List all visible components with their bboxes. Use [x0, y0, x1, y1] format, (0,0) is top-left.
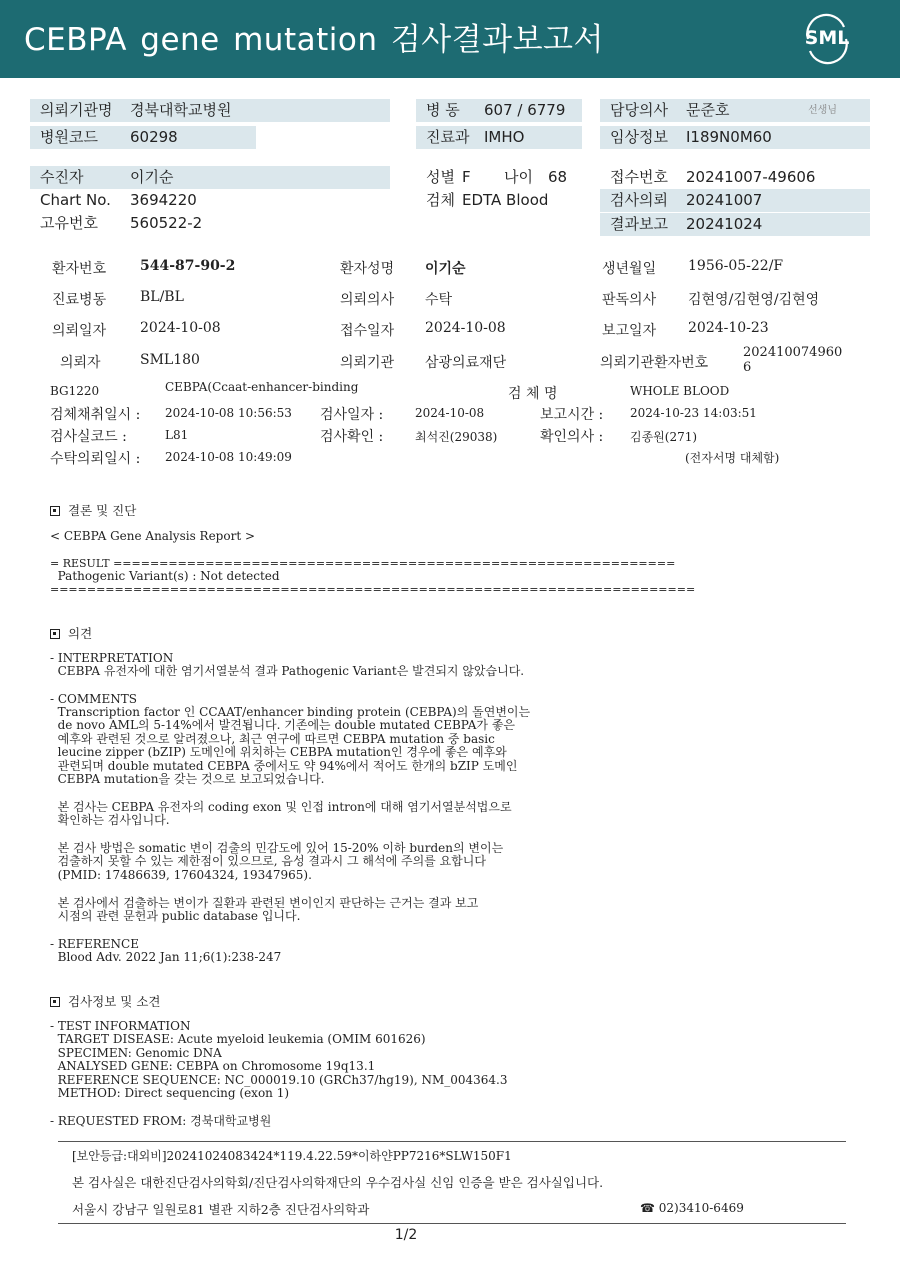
comments-3-line-1: 본 검사 방법은 somatic 변이 검출의 민감도에 있어 15-20% 이하 burden의 변이는 — [50, 841, 504, 855]
req-org-row — [30, 99, 390, 122]
phone-icon: ☎ — [640, 1201, 659, 1215]
exam-lab-code-value: L81 — [165, 428, 189, 442]
patient-row — [30, 166, 390, 189]
footer-phone — [640, 1201, 744, 1215]
comments-4-line-1: 본 검사에서 검출하는 변이가 질환과 관련된 변이인지 판단하는 근거는 결과 보고 — [50, 896, 479, 910]
footer-top-divider — [58, 1141, 846, 1142]
record-ward-label: 진료병동 — [52, 292, 107, 308]
comments-1-line-3: 예후와 관련된 것으로 알려졌으나, 최근 연구에 따르면 CEBPA mutation 중 basic — [50, 731, 495, 746]
record-patient-no-value: 544-87-90-2 — [140, 258, 236, 274]
reference-head: - REFERENCE — [50, 937, 139, 951]
sex-age-row — [416, 166, 596, 189]
unique-no-value: 560522-2 — [130, 214, 203, 232]
page-number: 1/2 — [394, 1227, 418, 1243]
req-org-value: 경북대학교병원 — [130, 101, 232, 119]
exam-collect-value: 2024-10-08 10:56:53 — [165, 406, 292, 420]
record-requester-value: SML180 — [140, 352, 200, 368]
comments-3-line-3: (PMID: 17486639, 17604324, 19347965). — [50, 867, 312, 882]
test-info-line-1: - TEST INFORMATION — [50, 1019, 191, 1033]
record-reader-label: 판독의사 — [602, 292, 657, 308]
logo-text: SML — [804, 27, 850, 49]
interpretation-head: - INTERPRETATION — [50, 651, 174, 665]
test-info-line-5: REFERENCE SEQUENCE: NC_000019.10 (GRCh37/hg19), NM_004364.3 — [50, 1072, 508, 1087]
exam-code: BG1220 — [50, 384, 100, 398]
record-recv-date-label: 접수일자 — [340, 323, 395, 339]
comments-1-line-4: leucine zipper (bZIP) 도메인에 위치하는 CEBPA mutation인 경우에 좋은 예후와 — [50, 745, 507, 760]
test-request-label: 검사의뢰 — [610, 191, 668, 209]
result-value: Pathogenic Variant(s) : Not detected — [50, 569, 280, 583]
test-info-line-2: TARGET DISEASE: Acute myeloid leukemia (OMIM 601626) — [50, 1032, 426, 1047]
record-req-date-value: 2024-10-08 — [140, 320, 221, 336]
record-org-patient-no-value-2: 6 — [743, 360, 752, 375]
result-report-row — [600, 213, 870, 236]
comments-2-line-1: 본 검사는 CEBPA 유전자의 coding exon 및 인접 intron에 대해 염기서열분석법으로 — [50, 800, 512, 814]
record-patient-name-value: 이기순 — [425, 261, 466, 277]
section-opinion — [50, 624, 92, 642]
report-title: CEBPA gene mutation 검사결과보고서 — [24, 22, 604, 58]
doctor-value: 문준호 — [686, 101, 730, 119]
record-ward-value: BL/BL — [140, 289, 184, 305]
interpretation-body: CEBPA 유전자에 대한 염기서열분석 결과 Pathogenic Variant은 발견되지 않았습니다. — [50, 664, 525, 678]
doctor-row — [600, 99, 870, 122]
record-recv-date-value: 2024-10-08 — [425, 320, 506, 336]
age-value: 68 — [548, 168, 568, 186]
unique-no-row — [30, 212, 390, 235]
section-opinion-label: 의견 — [68, 626, 93, 641]
hosp-code-row — [30, 126, 256, 149]
req-org-label: 의뢰기관명 — [40, 101, 113, 119]
result-end-line: ====================================================================== — [50, 583, 696, 596]
section-square-icon — [50, 997, 60, 1007]
patient-value: 이기순 — [130, 168, 174, 186]
exam-confirm-doctor-label: 확인의사 : — [540, 429, 604, 445]
sex-value: F — [462, 168, 471, 186]
requested-from: - REQUESTED FROM: 경북대학교병원 — [50, 1114, 272, 1128]
exam-esign: (전자서명 대체함) — [685, 451, 780, 465]
doctor-label: 담당의사 — [610, 101, 668, 119]
exam-report-time-value: 2024-10-23 14:03:51 — [630, 406, 757, 420]
section-square-icon — [50, 506, 60, 516]
exam-consign-label: 수탁의뢰일시 : — [50, 451, 141, 467]
exam-collect-label: 검체채취일시 : — [50, 407, 141, 423]
comments-4-line-2: 시점의 관련 문헌과 public database 입니다. — [50, 909, 301, 924]
dept-row — [416, 126, 582, 149]
specimen-value: EDTA Blood — [462, 191, 549, 209]
exam-lab-code-label: 검사실코드 : — [50, 429, 127, 445]
record-req-date-label: 의뢰일자 — [52, 323, 107, 339]
footer-phone-value: 02)3410-6469 — [658, 1201, 744, 1215]
exam-test-date-value: 2024-10-08 — [415, 406, 485, 420]
test-info-line-3: SPECIMEN: Genomic DNA — [50, 1045, 222, 1060]
unique-no-label: 고유번호 — [40, 214, 98, 232]
receipt-no-row — [600, 166, 870, 189]
ward-label: 병 동 — [426, 101, 460, 119]
specimen-row — [416, 189, 596, 212]
hosp-code-label: 병원코드 — [40, 128, 98, 146]
record-req-org-value: 삼광의료재단 — [425, 355, 507, 371]
footer-certification: 본 검사실은 대한진단검사의학회/진단검사의학재단의 우수검사실 신임 인증을 받은 검사실입니다. — [72, 1175, 604, 1190]
record-patient-name-label: 환자성명 — [340, 261, 395, 277]
record-req-doctor-value: 수탁 — [425, 292, 453, 308]
gene-report-title: < CEBPA Gene Analysis Report > — [50, 529, 256, 543]
exam-specimen-label: 검 체 명 — [508, 386, 558, 402]
exam-test-confirm-value: 최석진(29038) — [415, 430, 498, 444]
specimen-label: 검체 — [426, 191, 455, 209]
record-report-date-label: 보고일자 — [602, 323, 657, 339]
clinical-label: 임상정보 — [610, 128, 668, 146]
test-info-line-4: ANALYSED GENE: CEBPA on Chromosome 19q13.1 — [50, 1059, 376, 1074]
receipt-no-value: 20241007-49606 — [686, 168, 816, 186]
dept-value: IMHO — [484, 128, 525, 146]
clinical-row — [600, 126, 870, 149]
record-birth-value: 1956-05-22/F — [688, 258, 784, 274]
result-report-label: 결과보고 — [610, 215, 668, 233]
exam-test-confirm-label: 검사확인 : — [320, 429, 384, 445]
comments-1-line-2: de novo AML의 5-14%에서 발견됩니다. 기존에는 double mutated CEBPA가 좋은 — [50, 718, 516, 733]
section-test-info-label: 검사정보 및 소견 — [68, 994, 161, 1009]
record-org-patient-no-value-1: 202410074960 — [743, 345, 843, 360]
hosp-code-value: 60298 — [130, 128, 178, 146]
section-conclusion — [50, 501, 136, 519]
chart-no-label: Chart No. — [40, 191, 111, 209]
chart-no-value: 3694220 — [130, 191, 197, 209]
record-req-doctor-label: 의뢰의사 — [340, 292, 395, 308]
test-request-value: 20241007 — [686, 191, 763, 209]
exam-consign-value: 2024-10-08 10:49:09 — [165, 450, 292, 464]
exam-report-time-label: 보고시간 : — [540, 407, 604, 423]
comments-1-line-5: 관련되며 double mutated CEBPA 중에서도 약 94%에서 적어도 한개의 bZIP 도메인 — [50, 758, 518, 773]
record-req-org-label: 의뢰기관 — [340, 355, 395, 371]
comments-1-line-6: CEBPA mutation을 갖는 것으로 보고되었습니다. — [50, 772, 325, 786]
exam-confirm-doctor-value: 김종원(271) — [630, 430, 698, 444]
footer-security: [보안등급:대외비]20241024083424*119.4.22.59*이하얀PP7216*SLW150F1 — [72, 1149, 512, 1163]
comments-2-line-2: 확인하는 검사입니다. — [50, 813, 170, 828]
age-label: 나이 — [504, 168, 533, 186]
receipt-no-label: 접수번호 — [610, 168, 668, 186]
exam-test-date-label: 검사일자 : — [320, 407, 384, 423]
result-report-value: 20241024 — [686, 215, 763, 233]
sex-label: 성별 — [426, 168, 455, 186]
footer-bottom-divider — [58, 1223, 846, 1224]
record-report-date-value: 2024-10-23 — [688, 320, 769, 336]
section-square-icon — [50, 629, 60, 639]
dept-label: 진료과 — [426, 128, 470, 146]
section-test-info — [50, 992, 160, 1010]
test-info-line-6: METHOD: Direct sequencing (exon 1) — [50, 1086, 290, 1100]
sml-logo — [800, 13, 854, 65]
comments-3-line-2: 검출하지 못할 수 있는 제한점이 있으므로, 음성 결과시 그 해석에 주의를 요합니다 — [50, 854, 486, 869]
exam-specimen-value: WHOLE BLOOD — [630, 384, 730, 398]
record-requester-label: 의뢰자 — [60, 355, 101, 371]
test-request-row — [600, 189, 870, 212]
record-org-patient-no-label: 의뢰기관환자번호 — [600, 355, 709, 371]
record-patient-no-label: 환자번호 — [52, 261, 107, 277]
report-header — [0, 0, 900, 78]
exam-name: CEBPA(Ccaat-enhancer-binding — [165, 380, 359, 394]
record-reader-value: 김현영/김현영/김현영 — [688, 292, 820, 308]
comments-1-line-1: Transcription factor 인 CCAAT/enhancer binding protein (CEBPA)의 돌연변이는 — [50, 705, 531, 719]
ward-value: 607 / 6779 — [484, 101, 566, 119]
reference-body: Blood Adv. 2022 Jan 11;6(1):238-247 — [50, 950, 282, 965]
section-conclusion-label: 결론 및 진단 — [68, 503, 137, 518]
footer-address: 서울시 강남구 일원로81 별관 지하2층 진단검사의학과 — [72, 1202, 370, 1217]
result-line: = RESULT ============================================================= — [50, 557, 676, 570]
comments-head: - COMMENTS — [50, 692, 137, 706]
doctor-note: 선생님 — [808, 105, 837, 116]
ward-row — [416, 99, 582, 122]
record-birth-label: 생년월일 — [602, 261, 657, 277]
chart-no-row — [30, 189, 390, 212]
patient-label: 수진자 — [40, 168, 84, 186]
clinical-value: I189N0M60 — [686, 128, 772, 146]
